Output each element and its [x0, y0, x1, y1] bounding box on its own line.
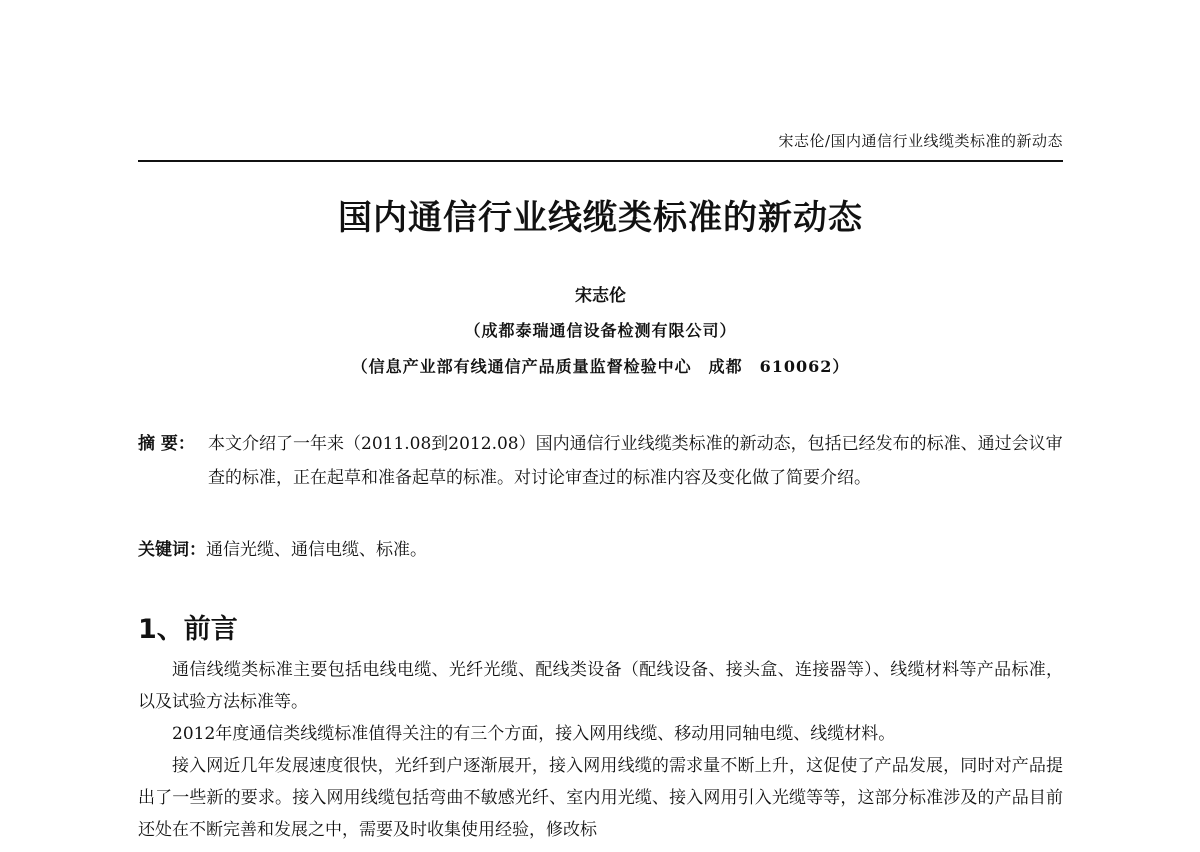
affiliation-2: （信息产业部有线通信产品质量监督检验中心 成都 610062） — [351, 357, 850, 376]
abstract — [138, 427, 1063, 495]
header-rule — [138, 160, 1063, 162]
section-body — [138, 654, 1063, 846]
author-name: 宋志伦 — [575, 286, 626, 306]
paper-title: 国内通信行业线缆类标准的新动态 — [338, 198, 863, 238]
running-head: 宋志伦/国内通信行业线缆类标准的新动态 — [778, 132, 1063, 150]
paragraph: 2012年度通信类线缆标准值得关注的有三个方面，接入网用线缆、移动用同轴电缆、线缆材料。 — [172, 724, 896, 744]
abstract-label: 摘 要： — [138, 434, 195, 454]
paragraph: 接入网近几年发展速度很快，光纤到户逐渐展开，接入网用线缆的需求量不断上升，这促使了产品发展，同时对产品提出了一些新的要求。接入网用线缆包括弯曲不敏感光纤、室内用光缆、接入网用引入光缆等等，这部分标准涉及的产品目前还处在不断完善和发展之中，需要及时收集使用经验，修改标 — [138, 756, 1063, 840]
paragraph: 通信线缆类标准主要包括电线电缆、光纤光缆、配线类设备（配线设备、接头盒、连接器等）、线缆材料等产品标准，以及试验方法标准等。 — [138, 660, 1063, 712]
keywords-text: 通信光缆、通信电缆、标准。 — [206, 540, 427, 560]
keywords — [138, 535, 1063, 565]
section-heading: 1、前言 — [138, 614, 238, 645]
affiliation-1: （成都泰瑞通信设备检测有限公司） — [464, 321, 737, 340]
keywords-label: 关键词： — [138, 540, 206, 560]
abstract-text: 本文介绍了一年来（2011.08到2012.08）国内通信行业线缆类标准的新动态，包括已经发布的标准、通过会议审查的标准，正在起草和准备起草的标准。对讨论审查过的标准内容及变化做了简要介绍。 — [208, 434, 1063, 488]
